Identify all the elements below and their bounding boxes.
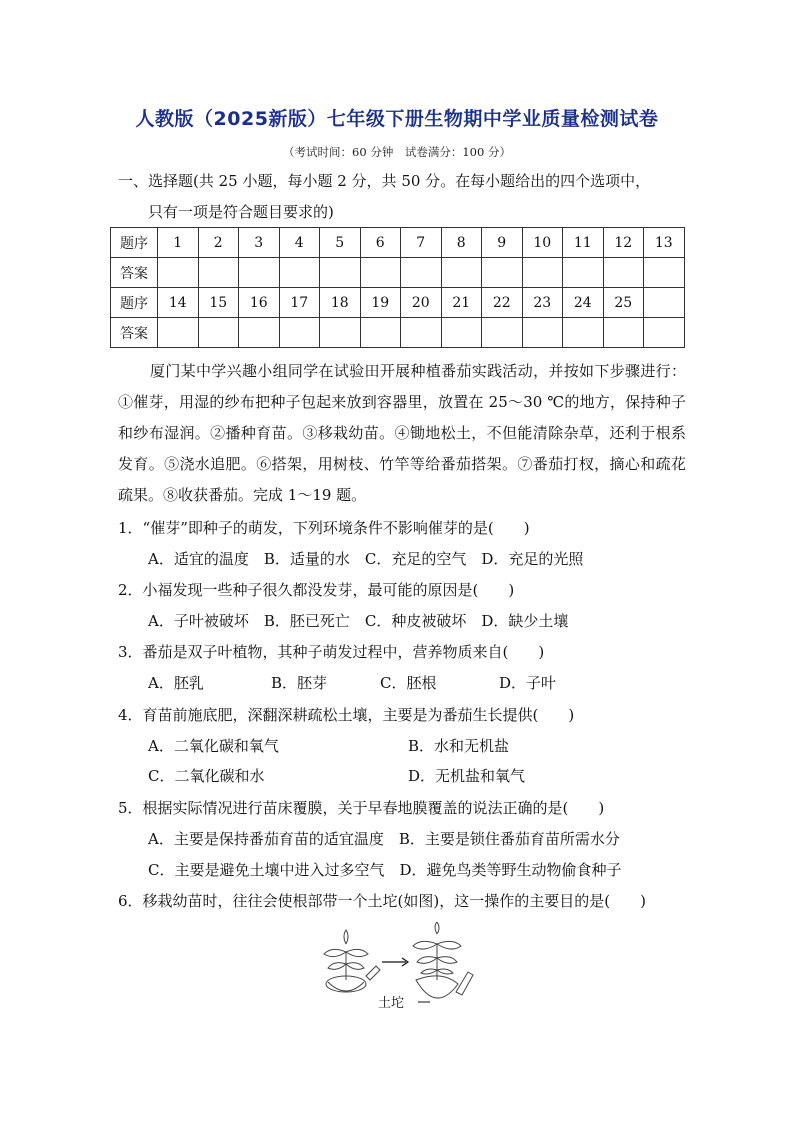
option-d: D．无机盐和氧气: [408, 767, 526, 785]
question-options: A．适宜的温度 B．适量的水 C．充足的空气 D．充足的光照: [148, 550, 584, 568]
number-cell: 15: [198, 288, 239, 318]
answer-cell[interactable]: [320, 258, 361, 288]
number-cell: 7: [401, 228, 442, 258]
question-stem: 6．移栽幼苗时，往往会使根部带一个土坨(如图)，这一操作的主要目的是( ): [118, 892, 646, 910]
table-row: [111, 318, 685, 348]
answer-cell[interactable]: [198, 318, 239, 348]
answer-cell[interactable]: [603, 318, 644, 348]
option-c: C．胚根: [380, 674, 437, 692]
row-label: 题序: [111, 288, 158, 318]
option-d: D．子叶: [499, 674, 557, 692]
section-heading-cont: 只有一项是符合题目要求的): [148, 203, 334, 221]
question-stem: 5．根据实际情况进行苗床覆膜，关于早春地膜覆盖的说法正确的是( ): [118, 799, 605, 817]
number-cell: 11: [563, 228, 604, 258]
option-a: A．二氧化碳和氧气: [148, 737, 279, 755]
number-cell: 19: [360, 288, 401, 318]
number-cell: 17: [279, 288, 320, 318]
answer-cell[interactable]: [360, 258, 401, 288]
answer-cell[interactable]: [644, 318, 685, 348]
answer-cell[interactable]: [158, 318, 199, 348]
number-cell: 8: [441, 228, 482, 258]
number-cell: 21: [441, 288, 482, 318]
table-row: [111, 228, 685, 258]
answer-cell[interactable]: [239, 318, 280, 348]
number-cell: 1: [158, 228, 199, 258]
number-cell: 6: [360, 228, 401, 258]
number-cell: [644, 288, 685, 318]
number-cell: 25: [603, 288, 644, 318]
option-b: B．水和无机盐: [408, 737, 510, 755]
answer-cell[interactable]: [603, 258, 644, 288]
passage-text: 厦门某中学兴趣小组同学在试验田开展种植番茄实践活动，并按如下步骤进行：①催芽，用湿的纱布把种子包起来放到容器里，放置在 25～30 ℃的地方，保持种子和纱布湿润。②播种育苗。③移栽幼苗。④锄地松土，不但能清除杂草，还利于根系发育。⑤浇水追肥。⑥搭架，用树枝、竹竿等给番茄搭架。⑦番茄打杈，摘心和疏花疏果。⑧收获番茄。完成 1～19 题。: [118, 362, 686, 504]
answer-cell[interactable]: [401, 318, 442, 348]
number-cell: 3: [239, 228, 280, 258]
question-stem: 3．番茄是双子叶植物，其种子萌发过程中，营养物质来自( ): [118, 643, 545, 661]
answer-cell[interactable]: [563, 258, 604, 288]
answer-cell[interactable]: [522, 258, 563, 288]
question-stem: 1．“催芽”即种子的萌发，下列环境条件不影响催芽的是( ): [118, 519, 530, 537]
row-label: 题序: [111, 228, 158, 258]
answer-cell[interactable]: [522, 318, 563, 348]
question-options: A．主要是保持番茄育苗的适宜温度 B．主要是锁住番茄育苗所需水分: [148, 830, 620, 848]
answer-cell[interactable]: [360, 318, 401, 348]
answer-cell[interactable]: [482, 258, 523, 288]
answer-cell[interactable]: [198, 258, 239, 288]
table-row: [111, 258, 685, 288]
option-c: C．二氧化碳和水: [148, 767, 265, 785]
row-label: 答案: [111, 258, 158, 288]
answer-cell[interactable]: [320, 318, 361, 348]
page-title: 人教版（2025新版）七年级下册生物期中学业质量检测试卷: [135, 108, 659, 130]
transplant-figure: [318, 922, 478, 1017]
number-cell: 12: [603, 228, 644, 258]
answer-cell[interactable]: [644, 258, 685, 288]
number-cell: 20: [401, 288, 442, 318]
answer-cell[interactable]: [279, 258, 320, 288]
option-a: A．胚乳: [148, 674, 204, 692]
answer-cell[interactable]: [441, 258, 482, 288]
question-options: C．主要是避免土壤中进入过多空气 D．避免鸟类等野生动物偷食种子: [148, 861, 622, 879]
number-cell: 9: [482, 228, 523, 258]
exam-info: （考试时间：60 分钟 试卷满分：100 分）: [283, 145, 511, 159]
number-cell: 16: [239, 288, 280, 318]
number-cell: 18: [320, 288, 361, 318]
question-stem: 4．育苗前施底肥，深翻深耕疏松土壤，主要是为番茄生长提供( ): [118, 706, 575, 724]
number-cell: 13: [644, 228, 685, 258]
number-cell: 22: [482, 288, 523, 318]
answer-cell[interactable]: [441, 318, 482, 348]
number-cell: 4: [279, 228, 320, 258]
section-heading: 一、选择题(共 25 小题，每小题 2 分，共 50 分。在每小题给出的四个选项中，: [118, 172, 651, 190]
answer-cell[interactable]: [482, 318, 523, 348]
question-stem: 2．小福发现一些种子很久都没发芽，最可能的原因是( ): [118, 581, 515, 599]
number-cell: 23: [522, 288, 563, 318]
answer-cell[interactable]: [279, 318, 320, 348]
answer-cell[interactable]: [158, 258, 199, 288]
row-label: 答案: [111, 318, 158, 348]
number-cell: 14: [158, 288, 199, 318]
number-cell: 2: [198, 228, 239, 258]
figure-label: 土坨: [378, 996, 405, 1011]
table-row: [111, 288, 685, 318]
option-b: B．胚芽: [271, 674, 328, 692]
answer-cell[interactable]: [563, 318, 604, 348]
number-cell: 10: [522, 228, 563, 258]
answer-table: [110, 227, 685, 348]
number-cell: 24: [563, 288, 604, 318]
answer-cell[interactable]: [401, 258, 442, 288]
question-options: A．子叶被破坏 B．胚已死亡 C．种皮被破坏 D．缺少土壤: [148, 612, 569, 630]
number-cell: 5: [320, 228, 361, 258]
answer-cell[interactable]: [239, 258, 280, 288]
